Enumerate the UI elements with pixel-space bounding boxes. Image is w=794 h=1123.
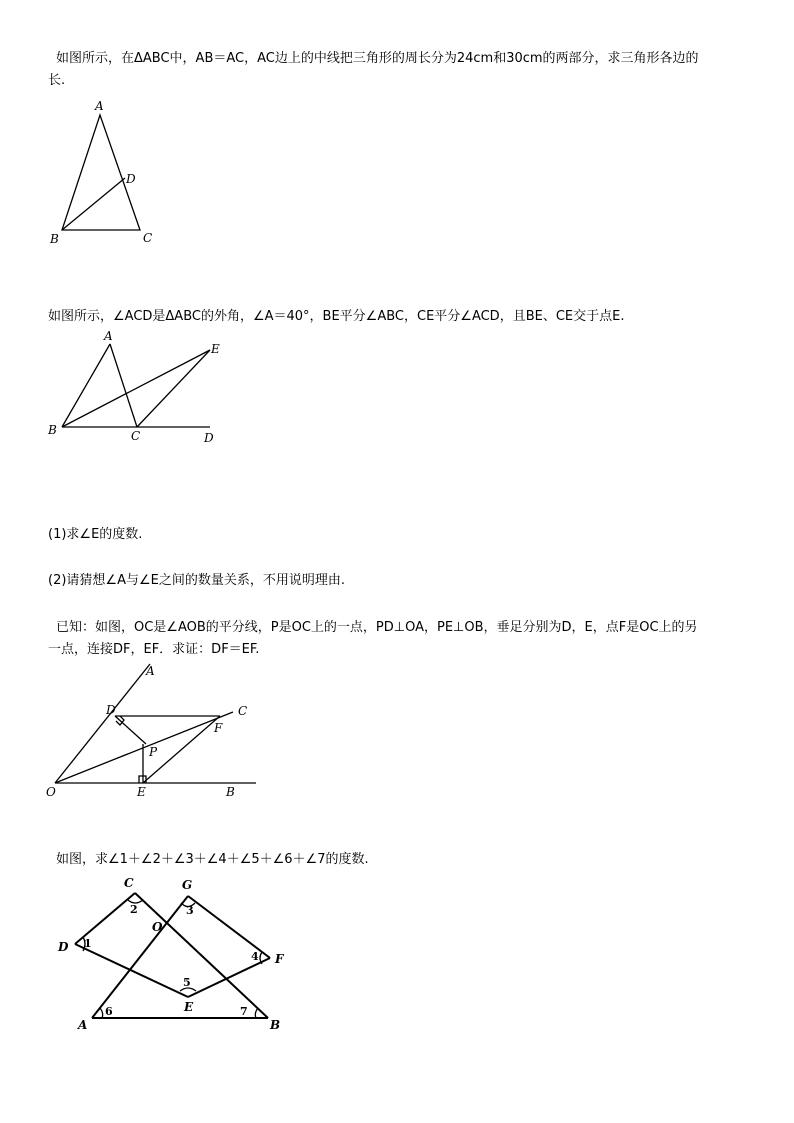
angle-label-7: 7: [240, 1005, 248, 1018]
problem-3-text-line1: 已知：如图，OC是∠AOB的平分线，P是OC上的一点，PD⊥OA，PE⊥OB，垂足分别为D，E，点F是OC上的另: [56, 620, 698, 635]
label-a: A: [95, 99, 104, 113]
angle-label-1: 1: [84, 937, 92, 950]
label-b: B: [48, 423, 57, 437]
angle-arc-7: [255, 1008, 258, 1018]
problem-2-question-1: (1)求∠E的度数.: [48, 527, 143, 542]
line-ga: [92, 896, 188, 1018]
label-p: P: [149, 745, 158, 759]
label-c: C: [143, 231, 153, 245]
label-d: D: [58, 940, 69, 954]
angle-label-3: 3: [186, 904, 194, 917]
label-e: E: [211, 342, 220, 356]
angle-arc-4: [260, 952, 262, 964]
problem-4-text: 如图，求∠1＋∠2＋∠3＋∠4＋∠5＋∠6＋∠7的度数.: [56, 852, 369, 867]
problem-2-text: 如图所示，∠ACD是ΔABC的外角，∠A＝40°，BE平分∠ABC，CE平分∠ACD，且BE、CE交于点E.: [48, 309, 625, 324]
label-a: A: [78, 1018, 88, 1032]
label-d: D: [126, 172, 136, 186]
label-d: D: [204, 431, 214, 445]
label-c: C: [124, 876, 134, 890]
label-a: A: [104, 329, 113, 343]
angle-label-5: 5: [183, 976, 191, 989]
label-a: A: [146, 664, 155, 678]
line-ef: [188, 958, 270, 997]
label-o: O: [46, 785, 56, 799]
angle-label-6: 6: [105, 1005, 113, 1018]
label-b: B: [50, 232, 59, 246]
label-e: E: [137, 785, 146, 799]
label-f: F: [275, 952, 284, 966]
label-b: B: [226, 785, 235, 799]
label-e: E: [184, 1000, 194, 1014]
angle-arc-6: [100, 1008, 103, 1018]
label-b: B: [270, 1018, 281, 1032]
label-o: O: [152, 920, 163, 934]
label-c: C: [131, 429, 141, 443]
problem-3-text-line2: 一点，连接DF，EF．求证：DF＝EF.: [48, 642, 260, 657]
problem-1-text-line2: 长.: [48, 73, 66, 88]
line-cb: [135, 893, 268, 1018]
line-de: [75, 944, 188, 997]
angle-label-2: 2: [130, 903, 138, 916]
problem-1-text-line1: 如图所示，在ΔABC中，AB＝AC，AC边上的中线把三角形的周长分为24cm和30cm的两部分，求三角形各边的: [56, 51, 699, 66]
label-f: F: [214, 721, 223, 735]
label-c: C: [238, 704, 248, 718]
line-fg: [188, 896, 270, 958]
label-d: D: [106, 703, 116, 717]
angle-label-4: 4: [251, 950, 259, 963]
label-g: G: [182, 878, 193, 892]
problem-2-question-2: (2)请猜想∠A与∠E之间的数量关系，不用说明理由.: [48, 573, 345, 588]
